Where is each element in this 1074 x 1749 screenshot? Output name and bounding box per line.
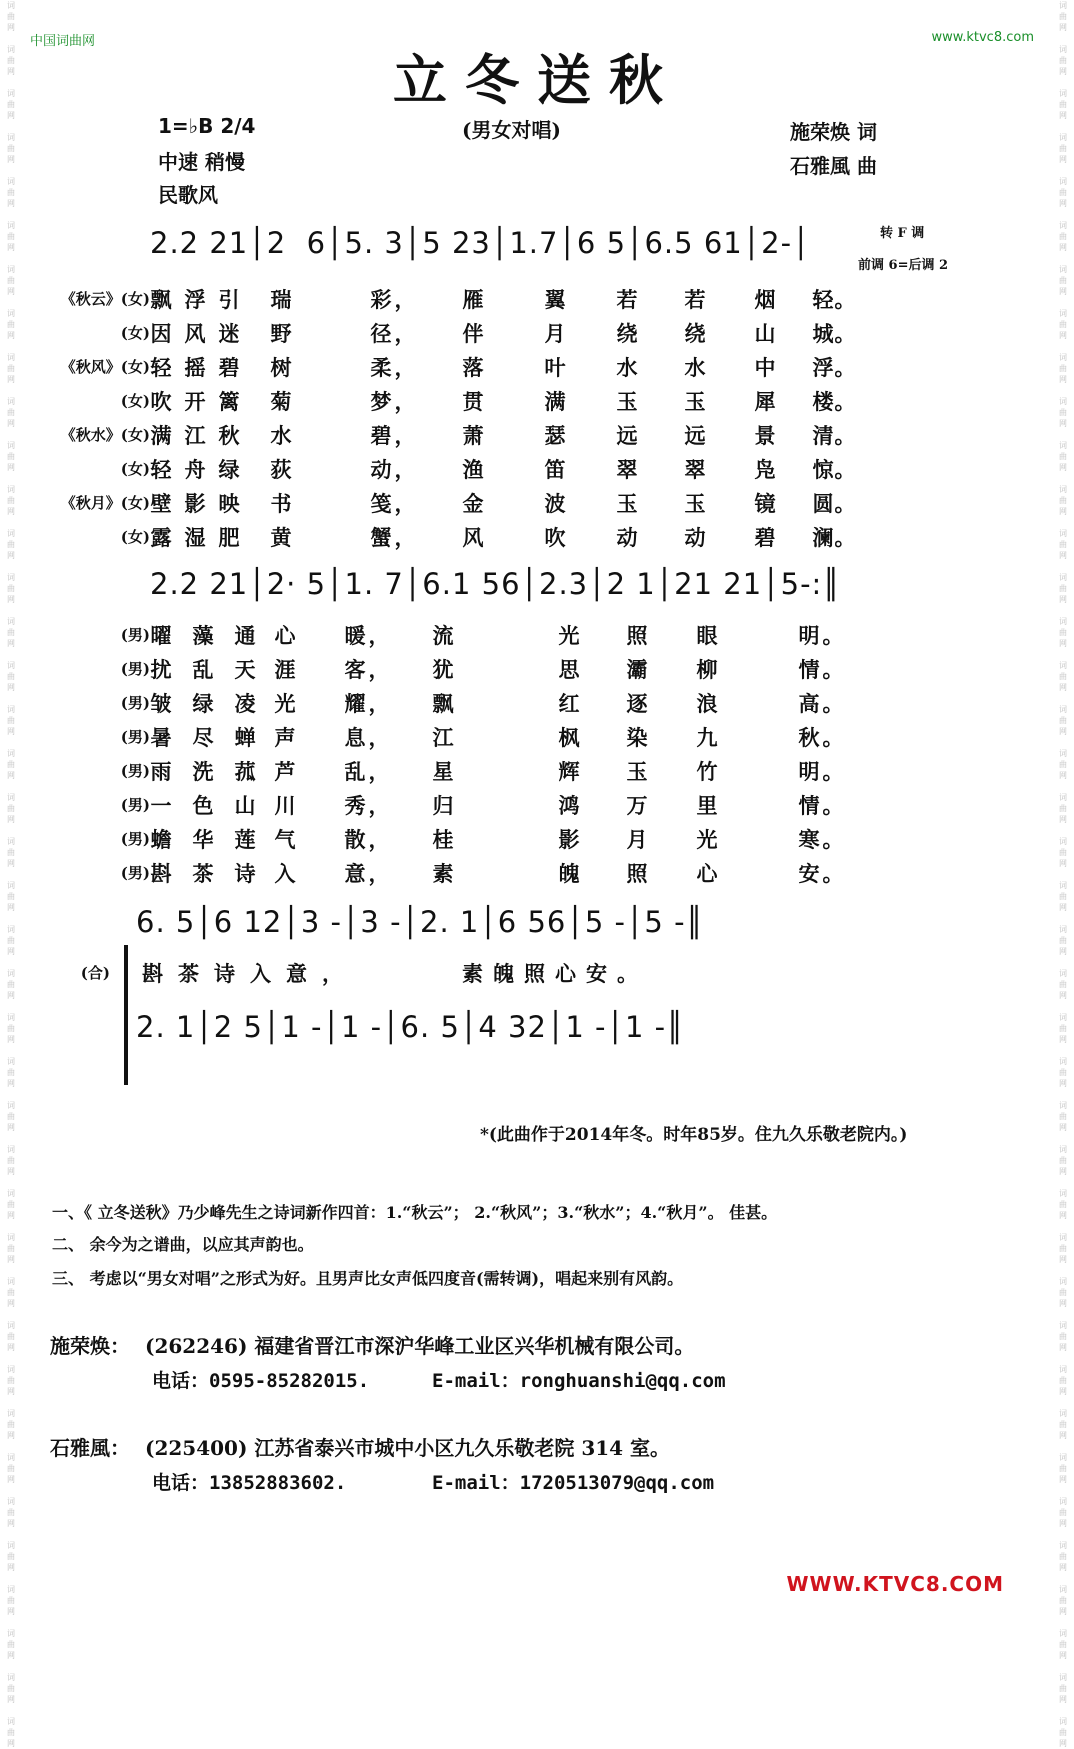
male-lyric-char: 光 <box>558 623 580 648</box>
female-lyric-char: 雁 <box>462 287 484 312</box>
female-lyric-char: 开 <box>184 389 206 414</box>
male-lyric-char: 秀 <box>344 793 366 818</box>
male-lyric-char: 情 <box>798 657 820 682</box>
male-lyric-char: 明 <box>798 759 820 784</box>
female-lyric-char: 蟹 <box>370 525 392 550</box>
male-lyric-char: 息 <box>344 725 366 750</box>
male-verse-row <box>40 688 900 722</box>
female-lyric-char: 澜 <box>812 525 834 550</box>
male-verses <box>40 620 900 892</box>
male-lyric-char: 。 <box>822 759 844 784</box>
male-lyric-char: 藻 <box>192 623 214 648</box>
male-lyric-char: 里 <box>696 793 718 818</box>
female-lyric-char: 舟 <box>184 457 206 482</box>
female-lyric-char: 翠 <box>616 457 638 482</box>
female-lyric-char: 水 <box>684 355 706 380</box>
male-verse-role: (男) <box>120 864 150 882</box>
male-lyric-char: ， <box>368 793 390 818</box>
male-lyric-char: 万 <box>626 793 648 818</box>
male-lyric-char: 凌 <box>234 691 256 716</box>
male-lyric-char: 客 <box>344 657 366 682</box>
male-lyric-char: 。 <box>822 793 844 818</box>
female-lyric-char: 秋 <box>218 423 240 448</box>
note-1: 一、《 立冬送秋》乃少峰先生之诗词新作四首：1.“秋云”； 2.“秋风”；3.“秋水”；4.“秋月”。 佳甚。 <box>52 1203 778 1222</box>
female-lyric-char: 浮 <box>184 287 206 312</box>
lyricist-credit: 施荣焕 词 <box>790 120 877 144</box>
female-verse-row <box>40 318 900 352</box>
female-verse-row <box>40 386 900 420</box>
female-lyric-char: 。 <box>834 321 856 346</box>
female-lyric-char: 迷 <box>218 321 240 346</box>
side-watermark-left: 词 曲 网 词 曲 网 词 曲 网 词 曲 网 词 曲 网 词 曲 网 词 曲 网 词 曲 网 词 曲 网 词 曲 网 词 曲 网 词 曲 网 词 曲 网 词 曲 网 词 曲 网 词 曲 网 词 曲 网 词 曲 网 词 曲 网 词 曲 网 词 曲 网 词 曲 网 词 曲 网 词 曲 网 词 曲 网 词 曲 网 词 曲 网 词 曲 网 词 曲 网 词 曲 网 词 曲 网 词 曲 网 词 曲 网 词 曲 网 词 曲 网 词 曲 网 词 曲 网 词 曲 网 词 曲 网 词 曲 网 <box>7 1 15 1748</box>
female-lyric-char: 翠 <box>684 457 706 482</box>
female-lyric-char: 渔 <box>462 457 484 482</box>
postscript-note: *(此曲作于2014年冬。时年85岁。住九久乐敬老院内。) <box>480 1125 908 1145</box>
male-lyric-char: 飘 <box>432 691 454 716</box>
male-lyric-char: 。 <box>822 861 844 886</box>
male-lyric-char: 。 <box>822 827 844 852</box>
watermark-left[interactable]: 中国词曲网 <box>30 34 96 49</box>
male-lyric-char: 川 <box>274 793 296 818</box>
male-lyric-char: 枫 <box>558 725 580 750</box>
female-lyric-char: 碧 <box>218 355 240 380</box>
female-verse-role: (女) <box>120 392 150 410</box>
female-lyric-char: 清 <box>812 423 834 448</box>
female-lyric-char: 轻 <box>150 355 172 380</box>
female-verse-role: (女) <box>120 528 150 546</box>
female-lyric-char: 水 <box>270 423 292 448</box>
female-lyric-char: 笛 <box>544 457 566 482</box>
male-lyric-char: 蝉 <box>234 725 256 750</box>
male-lyric-char: 。 <box>822 691 844 716</box>
female-verse-row <box>40 454 900 488</box>
female-lyric-char: 黄 <box>270 525 292 550</box>
female-lyric-char: 湿 <box>184 525 206 550</box>
contact-1-email[interactable]: E-mail：ronghuanshi@qq.com <box>432 1370 726 1392</box>
female-lyric-char: 动 <box>370 457 392 482</box>
female-lyric-char: 绕 <box>684 321 706 346</box>
female-lyric-char: 瑞 <box>270 287 292 312</box>
female-lyric-char: 绿 <box>218 457 240 482</box>
female-lyric-char: 轻 <box>812 287 834 312</box>
female-lyric-char: 若 <box>684 287 706 312</box>
female-lyric-char: ， <box>394 287 416 312</box>
female-lyric-char: 绕 <box>616 321 638 346</box>
female-lyric-char: 满 <box>544 389 566 414</box>
male-lyric-char: 眼 <box>696 623 718 648</box>
male-verse-row <box>40 620 900 654</box>
male-lyric-char: ， <box>368 623 390 648</box>
male-lyric-char: 斟 <box>150 861 172 886</box>
male-lyric-char: 散 <box>344 827 366 852</box>
male-lyric-char: 情 <box>798 793 820 818</box>
male-lyric-char: 流 <box>432 623 454 648</box>
female-lyric-char: 。 <box>834 355 856 380</box>
male-lyric-char: 江 <box>432 725 454 750</box>
female-lyric-char: 烟 <box>754 287 776 312</box>
female-lyric-char: 玉 <box>616 389 638 414</box>
male-lyric-char: 华 <box>192 827 214 852</box>
female-lyric-char: 篱 <box>218 389 240 414</box>
male-lyric-char: 山 <box>234 793 256 818</box>
male-verse-row <box>40 756 900 790</box>
male-lyric-char: ， <box>368 691 390 716</box>
female-lyric-char: 彩 <box>370 287 392 312</box>
male-lyric-char: 月 <box>626 827 648 852</box>
contact-2-phone: 电话：13852883602. <box>152 1472 347 1494</box>
male-lyric-char: 寒 <box>798 827 820 852</box>
female-lyric-char: 映 <box>218 491 240 516</box>
male-lyric-char: 声 <box>274 725 296 750</box>
male-verse-row <box>40 790 900 824</box>
female-lyric-char: 城 <box>812 321 834 346</box>
female-verse-role: (女) <box>120 460 150 478</box>
female-lyric-char: 镜 <box>754 491 776 516</box>
female-verse-role: 《秋水》(女) <box>60 426 150 444</box>
chorus-lyric-1: 斟茶诗入意， <box>142 961 358 986</box>
female-lyric-char: 贯 <box>462 389 484 414</box>
female-lyric-char: 玉 <box>616 491 638 516</box>
male-lyric-char: ， <box>368 657 390 682</box>
female-lyric-char: 水 <box>616 355 638 380</box>
male-lyric-char: 辉 <box>558 759 580 784</box>
male-lyric-char: 思 <box>558 657 580 682</box>
male-lyric-char: 绿 <box>192 691 214 716</box>
chorus-score-top: 6. 5│6 12│3 -│3 -│2. 1│6 56│5 -│5 -║ <box>136 905 705 939</box>
contact-1-name: 施荣焕： <box>50 1334 130 1358</box>
male-lyric-char: 犹 <box>432 657 454 682</box>
composer-credit: 石雅風 曲 <box>790 154 877 178</box>
style-marking: 民歌风 <box>158 183 218 207</box>
female-lyric-char: 。 <box>834 525 856 550</box>
female-lyric-char: 满 <box>150 423 172 448</box>
female-lyric-char: 落 <box>462 355 484 380</box>
female-verse-row <box>40 420 900 454</box>
modulation-note: 转 F 调 <box>880 226 925 241</box>
male-lyric-char: 玉 <box>626 759 648 784</box>
male-lyric-char: 魄 <box>558 861 580 886</box>
male-lyric-char: 气 <box>274 827 296 852</box>
male-lyric-char: 雨 <box>150 759 172 784</box>
male-lyric-char: ， <box>368 827 390 852</box>
male-lyric-char: 色 <box>192 793 214 818</box>
key-signature: 1=♭B 2/4 <box>158 114 256 138</box>
male-lyric-char: 染 <box>626 725 648 750</box>
female-lyric-char: 影 <box>184 491 206 516</box>
male-lyric-char: 耀 <box>344 691 366 716</box>
female-lyric-char: 风 <box>462 525 484 550</box>
female-lyric-char: 。 <box>834 457 856 482</box>
female-lyric-char: 犀 <box>754 389 776 414</box>
female-lyric-char: 波 <box>544 491 566 516</box>
male-verse-role: (男) <box>120 660 150 678</box>
female-lyric-char: 金 <box>462 491 484 516</box>
male-lyric-char: 诗 <box>234 861 256 886</box>
female-lyric-char: 楼 <box>812 389 834 414</box>
male-verse-role: (男) <box>120 762 150 780</box>
male-lyric-char: 芦 <box>274 759 296 784</box>
male-lyric-char: 浪 <box>696 691 718 716</box>
female-verse-row <box>40 284 900 318</box>
female-verse-role: 《秋云》(女) <box>60 290 150 308</box>
female-lyric-char: 树 <box>270 355 292 380</box>
female-lyric-char: 风 <box>184 321 206 346</box>
female-lyric-char: 叶 <box>544 355 566 380</box>
male-lyric-char: 九 <box>696 725 718 750</box>
male-verse-role: (男) <box>120 796 150 814</box>
female-lyric-char: ， <box>394 423 416 448</box>
male-lyric-char: 逐 <box>626 691 648 716</box>
male-lyric-char: 红 <box>558 691 580 716</box>
male-lyric-char: 。 <box>822 657 844 682</box>
female-lyric-char: ， <box>394 491 416 516</box>
male-lyric-char: 灞 <box>626 657 648 682</box>
contact-2-name: 石雅風： <box>50 1436 130 1460</box>
male-lyric-char: 光 <box>696 827 718 852</box>
female-lyric-char: 伴 <box>462 321 484 346</box>
male-lyric-char: 蟾 <box>150 827 172 852</box>
male-lyric-char: 暖 <box>344 623 366 648</box>
male-lyric-char: 曜 <box>150 623 172 648</box>
female-lyric-char: ， <box>394 321 416 346</box>
female-lyric-char: 轻 <box>150 457 172 482</box>
male-lyric-char: 暑 <box>150 725 172 750</box>
contact-1-phone: 电话：0595-85282015. <box>152 1370 370 1392</box>
male-lyric-char: 明 <box>798 623 820 648</box>
female-lyric-char: ， <box>394 389 416 414</box>
female-lyric-char: 翼 <box>544 287 566 312</box>
female-verse-row <box>40 522 900 556</box>
modulation-relation: 前调 6=后调 2 <box>858 258 949 273</box>
female-lyric-char: 玉 <box>684 491 706 516</box>
female-lyric-char: 动 <box>684 525 706 550</box>
female-lyric-char: 景 <box>754 423 776 448</box>
contact-2-email[interactable]: E-mail：1720513079@qq.com <box>432 1472 715 1494</box>
note-2: 二、 余今为之谱曲，以应其声韵也。 <box>52 1235 314 1254</box>
male-lyric-char: ， <box>368 725 390 750</box>
female-lyric-char: 。 <box>834 287 856 312</box>
female-lyric-char: 吹 <box>544 525 566 550</box>
male-lyric-char: 星 <box>432 759 454 784</box>
male-lyric-char: 心 <box>274 623 296 648</box>
male-lyric-char: 菰 <box>234 759 256 784</box>
female-lyric-char: 圆 <box>812 491 834 516</box>
male-lyric-char: 茶 <box>192 861 214 886</box>
female-lyric-char: ， <box>394 457 416 482</box>
female-lyric-char: 摇 <box>184 355 206 380</box>
female-lyric-char: 浮 <box>812 355 834 380</box>
male-lyric-char: 。 <box>822 725 844 750</box>
watermark-right[interactable]: www.ktvc8.com <box>931 30 1034 45</box>
male-lyric-char: 归 <box>432 793 454 818</box>
male-lyric-char: 扰 <box>150 657 172 682</box>
female-lyric-char: 菊 <box>270 389 292 414</box>
tempo-marking: 中速 稍慢 <box>158 150 245 174</box>
score-line-2: 2.2 21│2· 5│1. 7│6.1 56│2.3│2 1│21 21│5-:║ <box>150 567 841 601</box>
female-lyric-char: 荻 <box>270 457 292 482</box>
female-lyric-char: 肥 <box>218 525 240 550</box>
female-lyric-char: 因 <box>150 321 172 346</box>
male-verse-row <box>40 824 900 858</box>
male-lyric-char: 意 <box>344 861 366 886</box>
female-verse-row <box>40 352 900 386</box>
male-lyric-char: 一 <box>150 793 172 818</box>
side-watermark-right: 词 曲 网 词 曲 网 词 曲 网 词 曲 网 词 曲 网 词 曲 网 词 曲 网 词 曲 网 词 曲 网 词 曲 网 词 曲 网 词 曲 网 词 曲 网 词 曲 网 词 曲 网 词 曲 网 词 曲 网 词 曲 网 词 曲 网 词 曲 网 词 曲 网 词 曲 网 词 曲 网 词 曲 网 词 曲 网 词 曲 网 词 曲 网 词 曲 网 词 曲 网 词 曲 网 词 曲 网 词 曲 网 词 曲 网 词 曲 网 词 曲 网 词 曲 网 词 曲 网 词 曲 网 词 曲 网 词 曲 网 <box>1059 1 1067 1748</box>
male-lyric-char: 乱 <box>344 759 366 784</box>
female-lyric-char: ， <box>394 355 416 380</box>
female-lyric-char: 碧 <box>754 525 776 550</box>
female-lyric-char: 引 <box>218 287 240 312</box>
male-lyric-char: 莲 <box>234 827 256 852</box>
male-verse-role: (男) <box>120 626 150 644</box>
female-lyric-char: 中 <box>754 355 776 380</box>
male-lyric-char: 心 <box>696 861 718 886</box>
male-verse-role: (男) <box>120 694 150 712</box>
male-lyric-char: 入 <box>274 861 296 886</box>
contact-1-address: (262246) 福建省晋江市深沪华峰工业区兴华机械有限公司。 <box>145 1334 695 1358</box>
female-lyric-char: 凫 <box>754 457 776 482</box>
female-lyric-char: 山 <box>754 321 776 346</box>
female-lyric-char: 若 <box>616 287 638 312</box>
female-lyric-char: 远 <box>684 423 706 448</box>
chorus-score-bottom: 2. 1│2 5│1 -│1 -│6. 5│4 32│1 -│1 -║ <box>136 1010 685 1044</box>
male-lyric-char: 光 <box>274 691 296 716</box>
male-verse-row <box>40 722 900 756</box>
female-lyric-char: 惊 <box>812 457 834 482</box>
male-lyric-char: 照 <box>626 861 648 886</box>
male-lyric-char: 安 <box>798 861 820 886</box>
male-lyric-char: 素 <box>432 861 454 886</box>
female-lyric-char: 书 <box>270 491 292 516</box>
male-lyric-char: 高 <box>798 691 820 716</box>
female-verse-role: (女) <box>120 324 150 342</box>
female-lyric-char: ， <box>394 525 416 550</box>
female-lyric-char: 。 <box>834 423 856 448</box>
song-subtitle: (男女对唱) <box>462 118 561 142</box>
contact-2-address: (225400) 江苏省泰兴市城中小区九久乐敬老院 314 室。 <box>145 1436 671 1460</box>
female-lyric-char: 飘 <box>150 287 172 312</box>
male-verse-role: (男) <box>120 728 150 746</box>
female-lyric-char: 梦 <box>370 389 392 414</box>
score-line-1: 2.2 21│2 6│5. 3│5 23│1.7│6 5│6.5 61│2-│ <box>150 226 811 260</box>
male-lyric-char: 。 <box>822 623 844 648</box>
female-verse-role: 《秋风》(女) <box>60 358 150 376</box>
female-lyric-char: 径 <box>370 321 392 346</box>
chorus-lyric-2: 素魄照心安。 <box>462 961 648 986</box>
male-lyric-char: ， <box>368 759 390 784</box>
female-lyric-char: 壁 <box>150 491 172 516</box>
female-verse-row <box>40 488 900 522</box>
male-lyric-char: 尽 <box>192 725 214 750</box>
male-lyric-char: ， <box>368 861 390 886</box>
chorus-role: (合) <box>80 964 110 982</box>
female-lyric-char: 萧 <box>462 423 484 448</box>
female-lyric-char: 碧 <box>370 423 392 448</box>
male-lyric-char: 皱 <box>150 691 172 716</box>
female-verses <box>40 284 900 556</box>
male-verse-row <box>40 654 900 688</box>
female-lyric-char: 江 <box>184 423 206 448</box>
male-lyric-char: 影 <box>558 827 580 852</box>
male-lyric-char: 天 <box>234 657 256 682</box>
female-lyric-char: 玉 <box>684 389 706 414</box>
female-lyric-char: 吹 <box>150 389 172 414</box>
female-lyric-char: 。 <box>834 389 856 414</box>
male-lyric-char: 鸿 <box>558 793 580 818</box>
watermark-bottom[interactable]: WWW.KTVC8.COM <box>786 1572 1004 1596</box>
female-lyric-char: 月 <box>544 321 566 346</box>
female-lyric-char: 露 <box>150 525 172 550</box>
male-lyric-char: 通 <box>234 623 256 648</box>
female-lyric-char: 笺 <box>370 491 392 516</box>
male-lyric-char: 涯 <box>274 657 296 682</box>
female-lyric-char: 远 <box>616 423 638 448</box>
female-lyric-char: 瑟 <box>544 423 566 448</box>
male-lyric-char: 竹 <box>696 759 718 784</box>
male-lyric-char: 柳 <box>696 657 718 682</box>
female-verse-role: 《秋月》(女) <box>60 494 150 512</box>
male-lyric-char: 桂 <box>432 827 454 852</box>
song-title: 立冬送秋 <box>393 48 681 112</box>
male-verse-row <box>40 858 900 892</box>
chorus-lyrics-row <box>50 958 850 992</box>
male-lyric-char: 洗 <box>192 759 214 784</box>
note-3: 三、 考虑以“男女对唱”之形式为好。且男声比女声低四度音(需转调)，唱起来别有风韵。 <box>52 1269 684 1288</box>
female-lyric-char: 野 <box>270 321 292 346</box>
female-lyric-char: 。 <box>834 491 856 516</box>
male-lyric-char: 乱 <box>192 657 214 682</box>
female-lyric-char: 柔 <box>370 355 392 380</box>
female-lyric-char: 动 <box>616 525 638 550</box>
male-verse-role: (男) <box>120 830 150 848</box>
male-lyric-char: 照 <box>626 623 648 648</box>
male-lyric-char: 秋 <box>798 725 820 750</box>
